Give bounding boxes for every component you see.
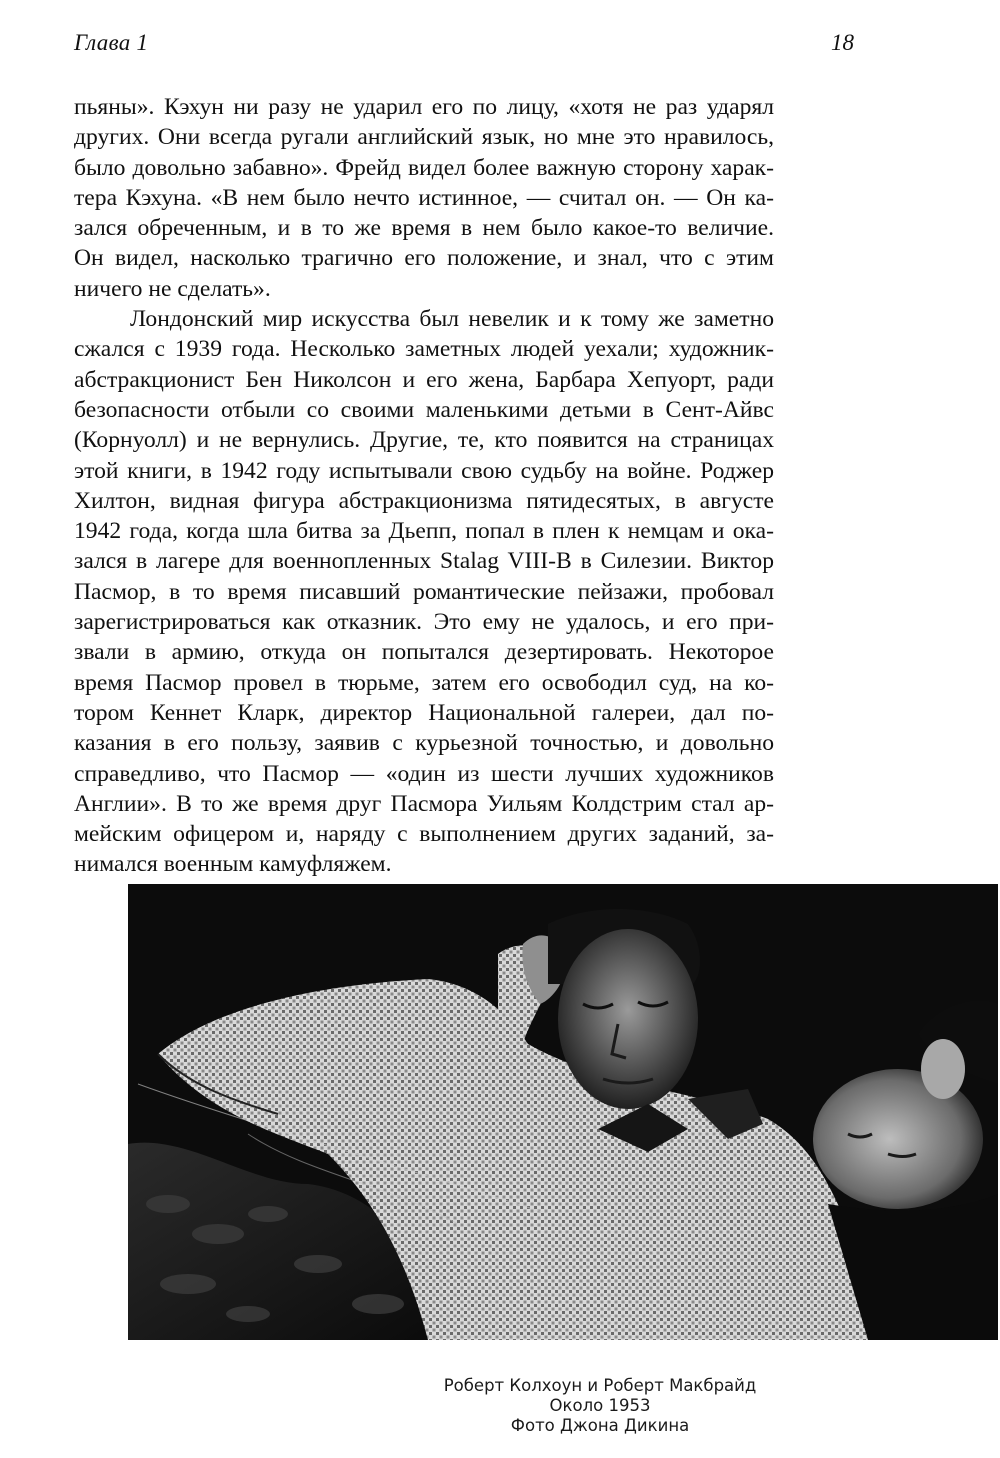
text-line: справедливо, что Пасмор — «один из шести лучших художников (74, 760, 774, 787)
text-line: других. Они всегда ругали английский язык, но мне это нравилось, (74, 124, 774, 151)
caption-subjects: Роберт Колхоун и Роберт Макбрайд (443, 1376, 757, 1395)
text-line: тера Кэхуна. «В нем было нечто истинное, — считал он. — Он ка- (74, 184, 774, 211)
text-line: зарегистрироваться как отказник. Это ему не удалось, и его при- (74, 609, 774, 636)
text-line: Хилтон, видная фигура абстракционизма пятидесятых, в августе (74, 487, 774, 514)
text-line: 1942 года, когда шла битва за Дьепп, попал в плен к немцам и ока- (74, 518, 774, 545)
text-line: время Пасмор провел в тюрьме, затем его освободил суд, на ко- (74, 669, 774, 696)
text-line: абстракционист Бен Николсон и его жена, Барбара Хепуорт, ради (74, 366, 774, 393)
text-line: ничего не сделать». (74, 275, 271, 302)
text-line: зался обреченным, и в то же время в нем было какое-то величие. (74, 215, 774, 242)
text-line: сжался с 1939 года. Несколько заметных людей уехали; художник- (74, 336, 774, 363)
text-line: мейским офицером и, наряду с выполнением других заданий, за- (74, 821, 774, 848)
caption-credit: Фото Джона Дикина (510, 1416, 690, 1435)
photo-caption (400, 1376, 800, 1436)
text-line: казания в его пользу, заявив с курьезной точностью, и довольно (74, 730, 774, 757)
text-line: звали в армию, откуда он попытался дезертировать. Некоторое (74, 639, 774, 666)
text-line: Пасмор, в то время писавший романтические пейзажи, пробовал (74, 578, 774, 605)
text-line: этой книги, в 1942 году испытывали свою судьбу на войне. Роджер (74, 457, 774, 484)
ear (921, 1039, 965, 1099)
photograph (128, 884, 998, 1340)
chapter-title: Глава 1 (74, 30, 149, 55)
text-line: нимался военным камуфляжем. (74, 851, 392, 878)
paragraph-start: Лондонский мир искусства был невелик и к тому же заметно (130, 306, 774, 333)
body-text (74, 92, 774, 880)
text-line: Он видел, насколько трагично его положение, и знал, что с этим (74, 245, 774, 272)
text-line: пьяны». Кэхун ни разу не ударил его по лицу, «хотя не раз ударял (74, 94, 774, 120)
page-number: 18 (831, 30, 854, 55)
text-line: Англии». В то же время друг Пасмора Уильям Колдстрим стал ар- (74, 790, 774, 817)
text-line: безопасности отбыли со своими маленькими детьми в Сент-Айвс (74, 396, 774, 423)
text-line: зался в лагере для военнопленных Stalag VIII-B в Силезии. Виктор (74, 548, 774, 575)
text-line: тором Кеннет Кларк, директор Национальной галереи, дал по- (74, 699, 774, 726)
text-line: (Корнуолл) и не вернулись. Другие, те, кто появится на страницах (74, 427, 774, 454)
caption-date: Около 1953 (549, 1396, 651, 1415)
text-line: было довольно забавно». Фрейд видел более важную сторону харак- (74, 154, 774, 181)
